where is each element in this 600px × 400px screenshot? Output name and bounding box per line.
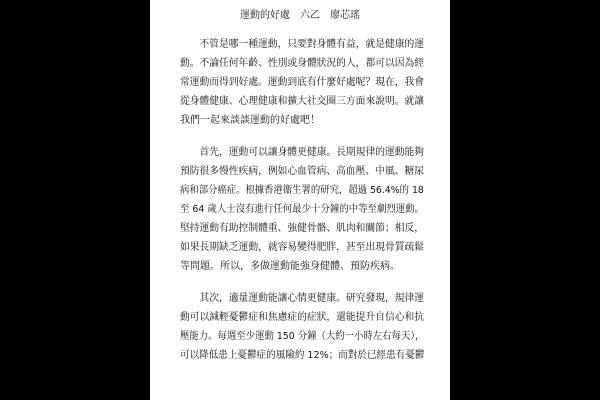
text-line: 動可以減輕憂鬱症和焦慮症的症狀，還能提升自信心和抗 (180, 312, 424, 323)
text-line: 首先，運動可以讓身體更健康。長期規律的運動能夠 (180, 147, 424, 158)
text-line: 至 64 歲人士沒有進行任何最少十分鐘的中等至劇烈運動。 (180, 204, 425, 215)
text-line: 可以降低患上憂鬱症的風險約 12%；而對於已經患有憂鬱 (180, 350, 425, 361)
text-line: 如果長期缺乏運動，就容易變得肥胖，甚至出現骨質疏鬆 (180, 242, 424, 253)
document-title: 運動的好處 六乙 廖芯瑤 (240, 10, 360, 21)
text-line: 病和部分癌症。根據香港衞生署的研究，超過 56.4%的 18 (180, 185, 424, 196)
text-line: 動。不論任何年齡、性別或身體狀況的人，都可以因為經 (180, 58, 424, 69)
text-line: 等問題。所以，多做運動能強身健體、預防疾病。 (180, 261, 400, 272)
text-line: 從身體健康、心理健康和擴大社交圈三方面來說明。就讓 (180, 96, 424, 107)
text-line: 預防很多慢性疾病，例如心血管病、高血壓、中風、糖尿 (180, 166, 424, 177)
text-line: 其次，適量運動能讓心情更健康。研究發現，規律運 (180, 293, 424, 304)
text-line: 我們一起來談談運動的好處吧！ (180, 115, 320, 126)
document-page (150, 0, 450, 400)
text-line: 壓能力。每週至少運動 150 分鐘（大約一小時左右每天）， (180, 331, 425, 342)
text-line: 堅持運動有助控制體重、強健骨骼、肌肉和關節；相反， (180, 223, 424, 234)
text-line: 不管是哪一種運動，只要對身體有益，就是健康的運 (180, 39, 424, 50)
text-line: 常運動而得到好處。運動到底有什麼好處呢？現在，我會 (180, 77, 424, 88)
